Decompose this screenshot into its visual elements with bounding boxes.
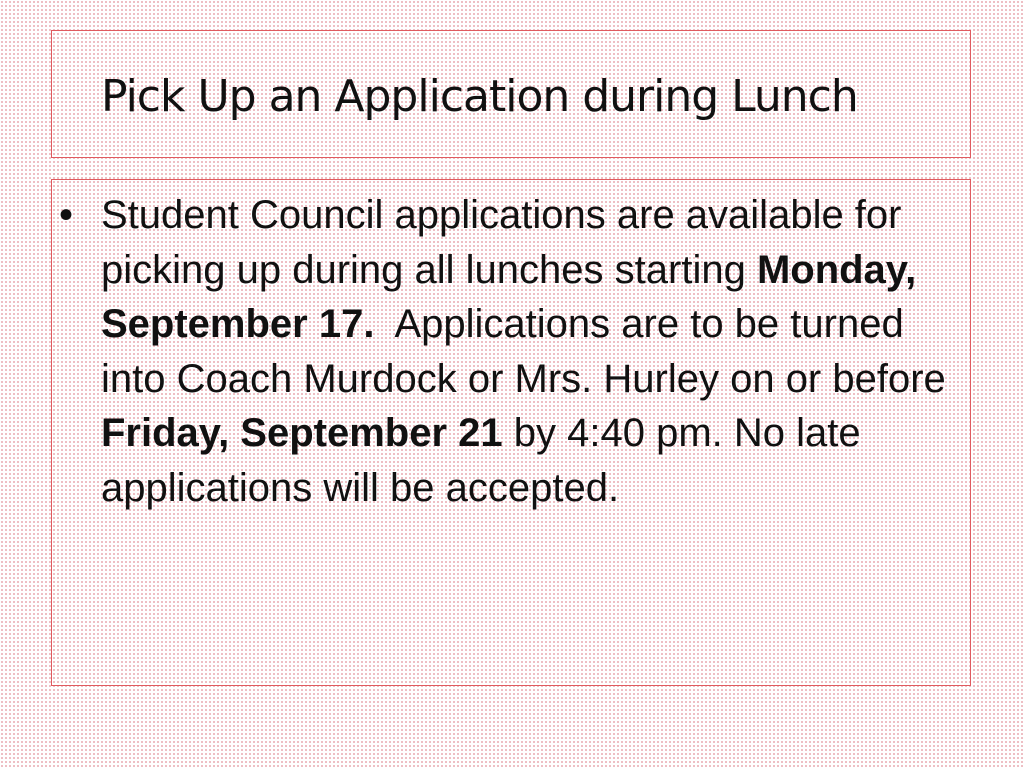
bullet-text	[101, 193, 957, 510]
start-date-bold: Monday, September 17.	[101, 247, 917, 346]
bullet-item	[59, 188, 963, 515]
slide-title: Pick Up an Application during Lunch	[101, 71, 858, 122]
bullet-text-segment: by 4:40 pm. No late applications will be accepted.	[101, 411, 861, 510]
bullet-dot-icon: •	[59, 193, 74, 237]
title-placeholder	[51, 30, 971, 158]
content-placeholder	[51, 179, 971, 686]
deadline-date-bold: Friday, September 21	[101, 411, 503, 455]
bullet-text-segment: Student Council applications are available for picking up during all lunches starting	[101, 193, 902, 292]
bullet-text-segment: Applications are to be turned into Coach Murdock or Mrs. Hurley on or before	[101, 302, 957, 401]
